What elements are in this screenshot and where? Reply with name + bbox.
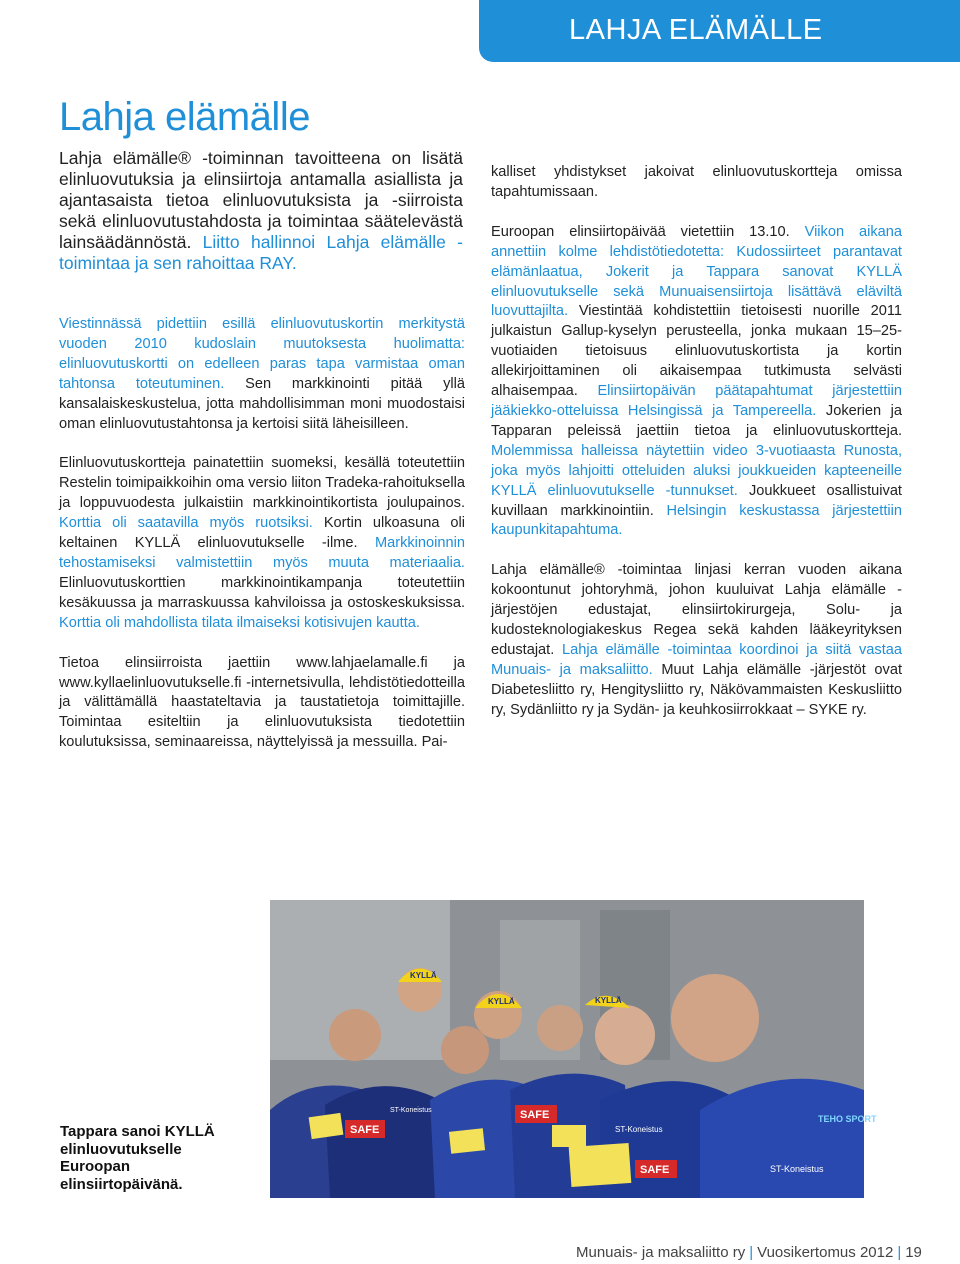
text-span: Korttia oli mahdollista tilata ilmaiseksi kotisivujen kautta.	[59, 614, 420, 631]
section-label: LAHJA ELÄMÄLLE	[569, 14, 823, 46]
text-span: Kortin ulkoasuna oli keltainen KYLLÄ elinluovutukselle -ilme.	[59, 515, 465, 552]
player-head	[595, 1005, 655, 1065]
text-span: Lahja elämälle -toimintaa koordinoi ja siitä vastaa Munuais- ja maksaliitto.	[491, 641, 902, 678]
donor-card	[449, 1128, 485, 1153]
donor-card	[552, 1125, 586, 1147]
right-paragraph-3	[491, 561, 902, 720]
beanie-sign: KYLLÄ	[410, 971, 437, 980]
right-paragraph-2	[491, 223, 902, 542]
sponsor-text: ST-Koneistus	[770, 1164, 824, 1174]
caption-box	[55, 1117, 240, 1207]
text-span: Sen markkinointi pitää yllä kansalaiskeskustelua, jotta mahdollisimman moni muodostaisi oman elinluovutustahtonsa ja kertoisi siitä läheisilleen.	[59, 375, 465, 432]
player-head	[329, 1009, 381, 1061]
text-span: Elinsiirtopäivän päätapahtumat järjestettiin jääkiekko-otteluissa Helsingissä ja Tampereella.	[491, 383, 902, 419]
right-paragraph-1: kalliset yhdistykset jakoivat elinluovutuskortteja omissa tapahtumissaan.	[491, 164, 902, 200]
left-paragraph-1	[59, 315, 465, 434]
left-column	[59, 315, 465, 773]
left-paragraph-2	[59, 454, 465, 633]
sponsor-text: TEHO SPORT	[818, 1114, 877, 1124]
left-paragraph-3: Tietoa elinsiirroista jaettiin www.lahjaelamalle.fi ja www.kyllaelinluovutukselle.fi -internetsivulla, lehdistötiedotteilla ja välittämällä haastateltavia ja taustatietoja toimittajille. Toimintaa esiteltiin ja elinluovutuksista tiedotettiin koulutuksissa, seminaareissa, näyttelyissä ja messuilla. Pai-	[59, 654, 465, 751]
player-head	[671, 974, 759, 1062]
text-span: Elinluovutuskorttien markkinointikampanja toteutettiin kesäkuussa ja marraskuussa kahviloissa ja ostoskeskuksissa.	[59, 574, 465, 611]
text-span: Markkinoinnin tehostamiseksi valmistettiin myös muuta materiaalia.	[59, 535, 465, 571]
sponsor-text: SAFE	[350, 1124, 380, 1136]
intro-paragraph	[59, 148, 463, 274]
beanie-sign: KYLLÄ	[488, 997, 515, 1006]
text-span: Korttia oli saatavilla myös ruotsiksi.	[59, 515, 313, 532]
sponsor-text: ST-Koneistus	[390, 1107, 432, 1114]
text-span: Joukkueet osallistuivat kuvillaan markkinointiin.	[491, 482, 902, 519]
page-title: Lahja elämälle	[59, 95, 310, 139]
sponsor-text: SAFE	[520, 1109, 550, 1121]
text-span: Elinluovutuskortteja painatettiin suomeksi, kesällä toteutettiin Restelin toimipaikkoihin oma versio liiton Tradeka-rahoituksella ja loppuvuodesta julkaistiin markkinointikortista joulupainos.	[59, 455, 465, 512]
donor-card	[309, 1113, 344, 1139]
sponsor-text: SAFE	[640, 1164, 670, 1176]
photo-caption: Tappara sanoi KYLLÄ elinluovutukselle Euroopan elinsiirtopäivänä.	[60, 1123, 215, 1193]
sponsor-text: ST-Koneistus	[615, 1125, 663, 1134]
donor-card	[569, 1143, 632, 1187]
right-column	[491, 163, 902, 741]
player-head	[537, 1005, 583, 1051]
text-span: Viikon aikana annettiin kolme lehdistötiedotetta: Kudossiirteet parantavat elämänlaatua, Jokerit ja Tappara sanovat KYLLÄ elinluovutukselle sekä Munuaisensiirtoja lisättävä eläviltä luovuttajilta.	[491, 223, 902, 320]
text-span: Jokerien ja Tapparan peleissä jaettiin tietoa ja elinluovutuskortteja.	[491, 402, 902, 439]
intro-main: Lahja elämälle® -toiminnan tavoitteena on lisätä elinluovutuksia ja elinsiirtoja antamalla asiallista ja ajantasaista tietoa elinluovutuksista ja -siirroista sekä elinluovutustahdosta ja toimintaa säätelevästä lainsäädännöstä.	[59, 148, 463, 252]
text-span: Viestinnässä pidettiin esillä elinluovutuskortin merkitystä vuoden 2010 kudoslain muutoksesta huolimatta: elinluovutuskortti on edelleen paras tapa varmistaa oman tahtonsa toteutuminen.	[59, 316, 465, 392]
page-footer	[576, 1244, 922, 1261]
text-span: Muut Lahja elämälle -järjestöt ovat Diabetesliitto ry, Hengitysliitto ry, Näkövammaisten Keskusliitto ry, Sydänliitto ry ja Sydän- ja keuhkosiirrokkaat – SYKE ry.	[491, 661, 902, 718]
footer-report: Vuosikertomus 2012	[757, 1244, 894, 1261]
player-jersey	[700, 1079, 864, 1198]
section-header-tab	[479, 0, 960, 62]
footer-separator: |	[897, 1244, 902, 1261]
footer-separator: |	[749, 1244, 754, 1261]
text-span: Helsingin keskustassa järjestettiin kaupunkitapahtuma.	[491, 502, 902, 539]
beanie-sign: KYLLÄ	[595, 996, 622, 1005]
player-head	[441, 1026, 489, 1074]
text-span: Molemmissa halleissa näytettiin video 3-vuotiaasta Runosta, joka myös lahjoitti otteluiden aluksi joukkueiden kapteeneille KYLLÄ elinluovutukselle -tunnukset.	[491, 442, 902, 499]
intro-accent: Liitto hallinnoi Lahja elämälle -toimintaa ja sen rahoittaa RAY.	[59, 232, 463, 273]
text-span: Lahja elämälle® -toimintaa linjasi kerran vuoden aikana kokoontunut johtoryhmä, johon kuuluivat Lahja elämälle -järjestöjen edustajat, elinsiirtokirurgeja, Solu- ja kudosteknologiakeskus Regea sekä kahden lääkeyrityksen edustajat.	[491, 562, 902, 658]
text-span: Euroopan elinsiirtopäivää vietettiin 13.10.	[491, 223, 790, 240]
text-span: Viestintää kohdistettiin tietoisesti nuorille 2011 julkaistun Gallup-kyselyn perusteella, jonka mukaan 15–25-vuotiaiden tietoisuus elinluovutuskortista ja kortin allekirjoittaminen oli aikaisempaa tutkimusta selvästi alhaisempaa.	[491, 303, 902, 400]
team-photo-illustration	[270, 900, 877, 1198]
footer-page-number: 19	[905, 1244, 922, 1261]
footer-publisher: Munuais- ja maksaliitto ry	[576, 1244, 746, 1261]
team-photo	[270, 900, 877, 1198]
